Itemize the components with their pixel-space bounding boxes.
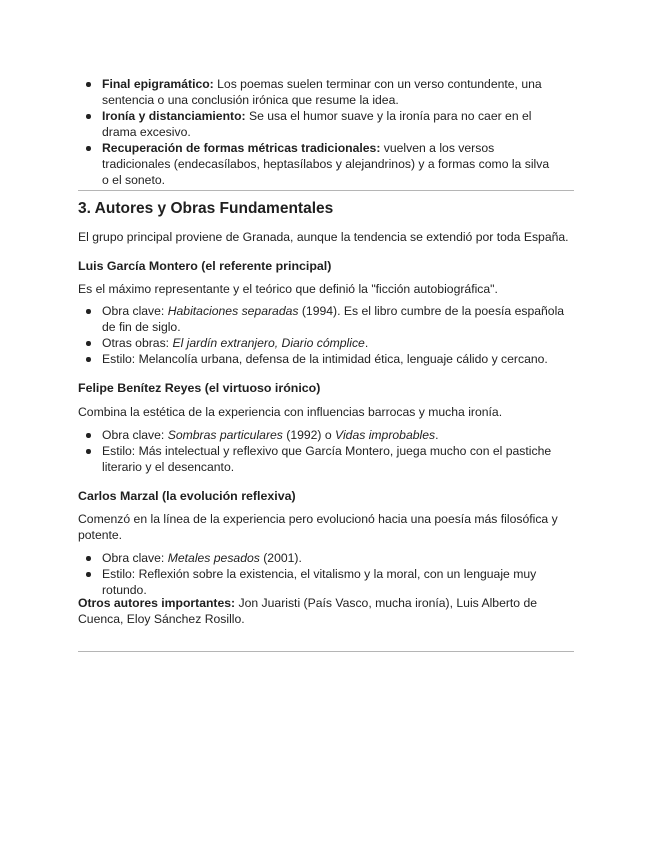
- feature-term: Ironía y distanciamiento:: [102, 109, 246, 123]
- list-item: [78, 427, 572, 443]
- author-desc-marzal: Comenzó en la línea de la experiencia pero evolucionó hacia una poesía más filosófica y potente.: [78, 512, 558, 542]
- work-title: Vidas improbables: [335, 428, 436, 442]
- item-label: Otras obras:: [102, 336, 173, 350]
- list-item: [78, 76, 558, 108]
- author-heading-benitez: Felipe Benítez Reyes (el virtuoso irónico): [78, 381, 321, 395]
- list-item: [78, 108, 558, 140]
- feature-term: Recuperación de formas métricas tradicionales:: [102, 141, 381, 155]
- list-item: [78, 443, 572, 475]
- item-text: (1994). Es el libro cumbre de la poesía española de fin de siglo.: [102, 304, 565, 334]
- list-item: [78, 566, 572, 598]
- item-text: (2001).: [259, 551, 302, 565]
- list-item: [78, 550, 572, 566]
- divider: [78, 190, 574, 191]
- section-intro: El grupo principal proviene de Granada, aunque la tendencia se extendió por toda España.: [78, 230, 569, 244]
- item-label: Obra clave:: [102, 428, 168, 442]
- divider: [78, 651, 574, 652]
- item-text: .: [364, 336, 369, 350]
- feature-term: Final epigramático:: [102, 77, 214, 91]
- item-text: Estilo: Más intelectual y reflexivo que García Montero, juega mucho con el pastiche literario y el desencanto.: [102, 444, 552, 474]
- list-item: [78, 335, 572, 351]
- item-text: Estilo: Melancolía urbana, defensa de la intimidad ética, lenguaje cálido y cercano.: [102, 352, 548, 366]
- author-heading-marzal: Carlos Marzal (la evolución reflexiva): [78, 489, 296, 503]
- item-label: Obra clave:: [102, 304, 168, 318]
- list-item: [78, 351, 572, 367]
- other-authors: [78, 595, 578, 627]
- item-text: (1992) o: [282, 428, 336, 442]
- item-label: Obra clave:: [102, 551, 168, 565]
- author-desc-montero: Es el máximo representante y el teórico que definió la "ficción autobiográfica".: [78, 282, 498, 296]
- work-title: Sombras particulares: [167, 428, 283, 442]
- other-authors-text: Jon Juaristi (País Vasco, mucha ironía), Luis Alberto de Cuenca, Eloy Sánchez Rosillo.: [78, 596, 538, 626]
- work-title: Metales pesados: [167, 551, 260, 565]
- montero-list: [78, 303, 572, 367]
- author-heading-montero: Luis García Montero (el referente principal): [78, 259, 332, 273]
- feature-text: vuelven a los versos tradicionales (endecasílabos, heptasílabos y alejandrinos) y a formas como la silva o el soneto.: [102, 141, 550, 187]
- list-item: [78, 303, 572, 335]
- marzal-list: [78, 550, 572, 598]
- work-title: Habitaciones separadas: [167, 304, 299, 318]
- item-text: Estilo: Reflexión sobre la existencia, el vitalismo y la moral, con un lenguaje muy rotundo.: [102, 567, 537, 597]
- author-desc-benitez: Combina la estética de la experiencia con influencias barrocas y mucha ironía.: [78, 405, 503, 419]
- feature-text: Se usa el humor suave y la ironía para no caer en el drama excesivo.: [102, 109, 532, 139]
- item-text: .: [435, 428, 439, 442]
- section-title: 3. Autores y Obras Fundamentales: [78, 200, 334, 217]
- other-authors-label: Otros autores importantes:: [78, 596, 236, 610]
- work-title: El jardín extranjero, Diario cómplice: [172, 336, 365, 350]
- list-item: [78, 140, 558, 188]
- benitez-list: [78, 427, 572, 475]
- features-list: [78, 76, 558, 188]
- feature-text: Los poemas suelen terminar con un verso contundente, una sentencia o una conclusión irónica que resume la idea.: [102, 77, 542, 107]
